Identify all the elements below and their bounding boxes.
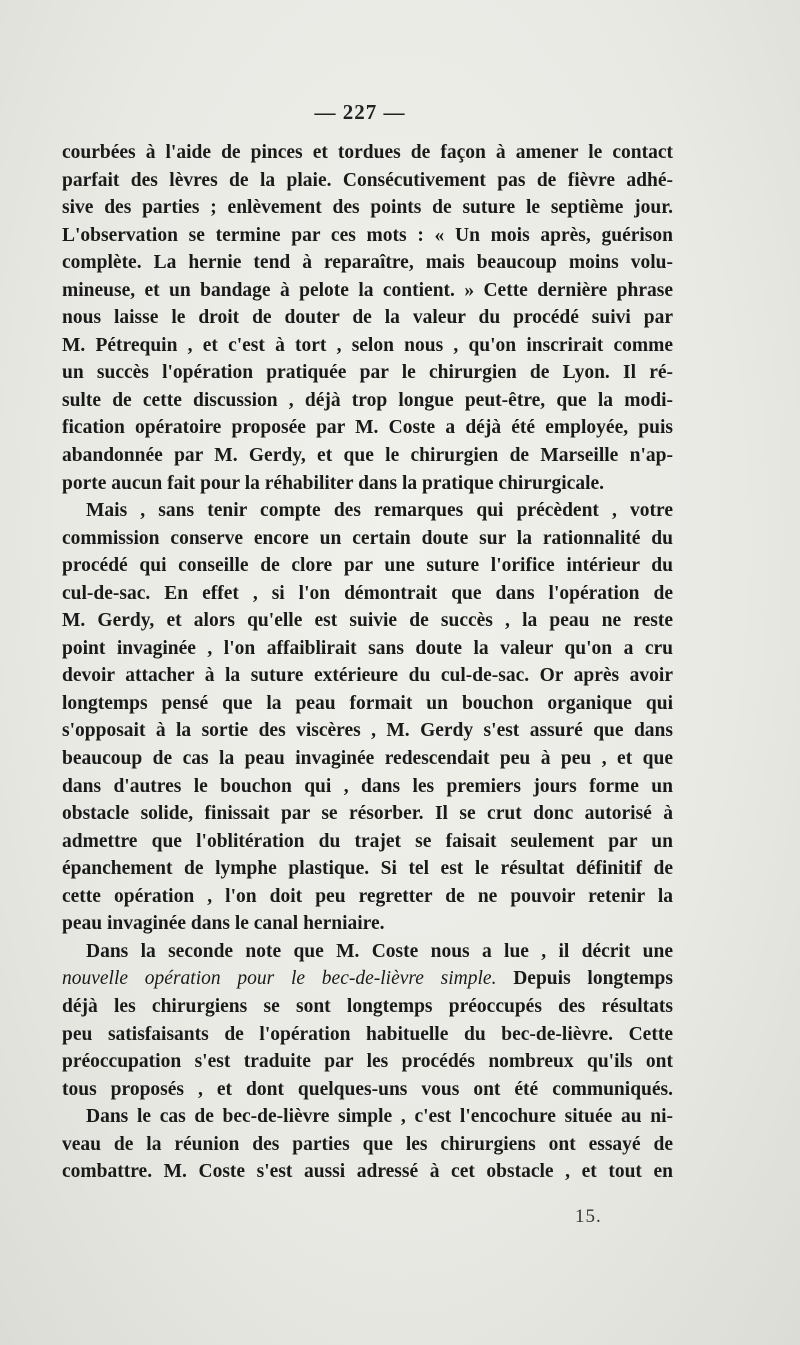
text-line-mixed: [62, 965, 673, 993]
text-line: préoccupation s'est traduite par les procédés nombreux qu'ils ont: [62, 1051, 673, 1073]
text-line: M. Pétrequin , et c'est à tort , selon nous , qu'on inscrirait comme: [62, 334, 673, 356]
text-line: tous proposés , et dont quelques-uns vous ont été communiqués.: [62, 1078, 673, 1100]
text-line: s'opposait à la sortie des viscères , M. Gerdy s'est assuré que dans: [62, 720, 673, 742]
text-line: admettre que l'oblitération du trajet se faisait seulement par un: [62, 830, 673, 852]
text-line: sulte de cette discussion , déjà trop longue peut-être, que la modi-: [62, 389, 673, 411]
text-line: abandonnée par M. Gerdy, et que le chirurgien de Marseille n'ap-: [62, 445, 673, 467]
text-line: Mais , sans tenir compte des remarques qui précèdent , votre: [86, 500, 673, 522]
text-line: M. Gerdy, et alors qu'elle est suivie de succès , la peau ne reste: [62, 610, 673, 632]
text-line: longtemps pensé que la peau formait un bouchon organique qui: [62, 692, 673, 714]
text-line: peau invaginée dans le canal herniaire.: [62, 913, 385, 935]
text-line: combattre. M. Coste s'est aussi adressé à cet obstacle , et tout en: [62, 1161, 673, 1183]
text-line: nous laisse le droit de douter de la valeur du procédé suivi par: [62, 307, 673, 329]
italic-title: nouvelle opération pour le bec-de-lièvre simple.: [62, 968, 497, 990]
text-line: procédé qui conseille de clore par une suture l'orifice intérieur du: [62, 555, 673, 577]
text-line: courbées à l'aide de pinces et tordues de façon à amener le contact: [62, 142, 673, 163]
text-line: dans d'autres le bouchon qui , dans les premiers jours forme un: [62, 775, 673, 797]
text-line: cul-de-sac. En effet , si l'on démontrait que dans l'opération de: [62, 582, 673, 604]
text-line: L'observation se termine par ces mots : « Un mois après, guérison: [62, 224, 673, 246]
signature-mark: 15.: [575, 1206, 602, 1227]
text-line: veau de la réunion des parties que les chirurgiens ont essayé de: [62, 1133, 673, 1155]
text-line: beaucoup de cas la peau invaginée redescendait peu à peu , et que: [62, 748, 673, 770]
text-line: Dans la seconde note que M. Coste nous a lue , il décrit une: [86, 940, 673, 962]
text-line: cette opération , l'on doit peu regretter de ne pouvoir retenir la: [62, 885, 673, 907]
text-line: devoir attacher à la suture extérieure du cul-de-sac. Or après avoir: [62, 665, 673, 687]
text-line: sive des parties ; enlèvement des points de suture le septième jour.: [62, 197, 673, 219]
text-line: porte aucun fait pour la réhabiliter dans la pratique chirurgicale.: [62, 472, 605, 494]
page-number: — 227 —: [314, 100, 406, 124]
text-line: peu satisfaisants de l'opération habituelle du bec-de-lièvre. Cette: [62, 1023, 673, 1045]
text-line: épanchement de lymphe plastique. Si tel est le résultat définitif de: [62, 858, 673, 880]
text-line: obstacle solide, finissait par se résorber. Il se crut donc autorisé à: [62, 803, 673, 825]
text-line: un succès l'opération pratiquée par le chirurgien de Lyon. Il ré-: [62, 362, 673, 384]
text-fragment: Depuis longtemps: [496, 968, 673, 990]
body-text: [62, 139, 673, 1186]
text-line: mineuse, et un bandage à pelote la contient. » Cette dernière phrase: [62, 279, 673, 301]
text-line: fication opératoire proposée par M. Coste a déjà été employée, puis: [62, 417, 673, 439]
text-line: parfait des lèvres de la plaie. Consécutivement pas de fièvre adhé-: [62, 169, 673, 191]
text-line: Dans le cas de bec-de-lièvre simple , c'est l'encochure située au ni-: [86, 1106, 673, 1128]
text-line: point invaginée , l'on affaiblirait sans doute la valeur qu'on a cru: [62, 637, 673, 659]
text-line: commission conserve encore un certain doute sur la rationnalité du: [62, 527, 673, 549]
text-line: déjà les chirurgiens se sont longtemps préoccupés des résultats: [62, 995, 673, 1017]
text-line: complète. La hernie tend à reparaître, mais beaucoup moins volu-: [62, 252, 673, 274]
